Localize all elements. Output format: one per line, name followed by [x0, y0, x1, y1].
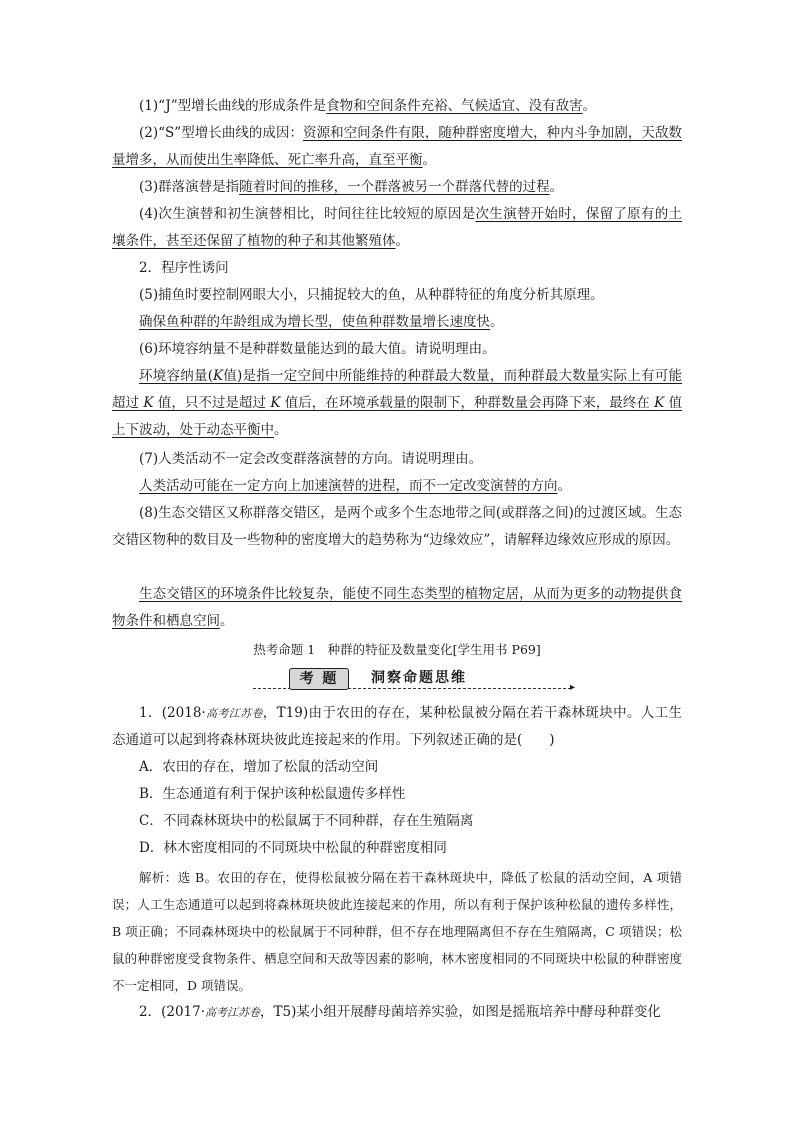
item-4-end: 。	[395, 233, 409, 249]
answer-6-part3: 值，只不过是超过	[157, 395, 266, 411]
option-d: D．林木密度相同的不同斑块中松鼠的种群密度相同	[139, 840, 447, 856]
answer-5-end: 。	[490, 314, 504, 330]
answer-6-text	[112, 368, 682, 438]
k-symbol-3: K	[270, 395, 281, 411]
section-banner	[253, 668, 575, 693]
hot-topic-title: 热考命题 1 种群的特征及数量变化[学生用书 P69]	[253, 642, 541, 657]
question-1-analysis: 解析：选 B。农田的存在，使得松鼠被分隔在若干森林斑块中，降低了松鼠的活动空间，A 项错误；人工生态通道可以起到将森林斑块彼此连接起来的作用，所以有利于保护该种松鼠的遗传多样性，B 项正确；不同森林斑块中的松鼠属于不同种群，但不存在地理隔离但不存在生殖隔离，C 项错误；松鼠的种群密度受食物条件、栖息空间和天敌等因素的影响，林木密度相同的不同斑块中松鼠的种群密度不一定相同，D 项错误。	[112, 870, 682, 993]
item-2	[112, 120, 682, 174]
item-2-end: 。	[422, 152, 436, 168]
question-7: (7)人类活动不一定会改变群落演替的方向。请说明理由。	[139, 451, 483, 467]
k-symbol-2: K	[143, 395, 154, 411]
question-1-text: ，T19)由于农田的存在，某种松鼠被分隔在若干森林斑块中。人工生态通道可以起到将森林斑块彼此连接起来的作用。下列叙述正确的是( )	[112, 705, 682, 748]
item-4-text: (4)次生演替和初生演替相比，时间往往比较短的原因是	[139, 206, 476, 222]
answer-6-part4: 值后，在环境承载量的限制下，种群数量会再降下来，最终在	[284, 395, 650, 411]
item-1-answer: 食物和空间条件充裕、气候适宜、没有敌害	[326, 98, 583, 114]
answer-6-part5: 值上下波动，处于动态平衡中	[112, 395, 683, 438]
item-3-answer: 随着时间的推移，一个群落被另一个群落代替的过程	[239, 179, 550, 195]
item-3-text: (3)群落演替是指	[139, 179, 240, 195]
question-1-stem	[112, 700, 682, 754]
answer-8-end: 。	[220, 613, 234, 629]
question-2-number: 2．(2017·	[139, 1004, 206, 1020]
item-1-text: (1)“J”型增长曲线的形成条件是	[139, 98, 327, 114]
item-3-end: 。	[549, 179, 564, 195]
item-1-end: 。	[582, 98, 597, 114]
answer-5-text: 确保鱼种群的年龄组成为增长型，使鱼种群数量增长速度快	[139, 314, 490, 330]
answer-6	[112, 363, 682, 444]
item-4-answer: 次生演替开始时，保留了原有的土壤条件，甚至还保留了植物的种子和其他繁殖体	[112, 206, 683, 249]
item-4	[112, 201, 682, 255]
item-1	[112, 93, 682, 120]
option-a: A．农田的存在，增加了松鼠的活动空间	[139, 759, 379, 775]
banner-tag: 考 题	[289, 668, 349, 690]
arrow-right-icon: ▸	[569, 682, 575, 693]
answer-5	[112, 309, 682, 336]
section-2-heading: 2．程序性诱问	[139, 260, 229, 276]
question-2-source: 高考江苏卷	[205, 1006, 261, 1019]
answer-8-text: 生态交错区的环境条件比较复杂，能使不同生态类型的植物定居，从而为更多的动物提供食物条件和栖息空间	[112, 586, 682, 629]
answer-6-part1: 环境容纳量(	[139, 368, 213, 384]
banner-subtitle: 洞察命题思维	[371, 670, 467, 686]
answer-7-text: 人类活动可能在一定方向上加速演替的进程，而不一定改变演替的方向	[139, 478, 558, 494]
question-5: (5)捕鱼时要控制网眼大小，只捕捉较大的鱼，从种群特征的角度分析其原理。	[139, 287, 604, 303]
question-6: (6)环境容纳量不是种群数量能达到的最大值。请说明理由。	[139, 341, 496, 357]
answer-7	[112, 473, 682, 500]
question-2-stem	[112, 999, 682, 1026]
option-b: B．生态通道有利于保护该种松鼠遗传多样性	[139, 786, 406, 802]
item-2-text: (2)“S”型增长曲线的成因：	[139, 125, 304, 141]
k-symbol-1: K	[212, 368, 224, 384]
question-2-text: ，T5)某小组开展酵母菌培养实验，如图是摇瓶培养中酵母种群变化	[260, 1004, 661, 1020]
question-8: (8)生态交错区又称群落交错区，是两个或多个生态地带之间(或群落之间)的过渡区域。生态交错区物种的数目及一些物种的密度增大的趋势称为“边缘效应”，请解释边缘效应形成的原因。	[112, 505, 682, 548]
question-1-source: 高考江苏卷	[205, 707, 263, 720]
option-c: C．不同森林斑块中的松鼠属于不同种群，存在生殖隔离	[139, 813, 474, 829]
question-1-number: 1．(2018·	[139, 705, 206, 721]
answer-8	[112, 581, 682, 635]
answer-6-part2: 值)是指一定空间中所能维持的种群最大数量，而种群最大数量实际上有可能超过	[112, 368, 682, 411]
item-2-answer: 资源和空间条件有限，随种群密度增大，种内斗争加剧，天敌数量增多，从而使出生率降低、死亡率升高，直至平衡	[112, 125, 682, 168]
answer-6-end: 。	[274, 422, 288, 438]
item-3	[112, 174, 682, 201]
answer-7-end: 。	[557, 478, 571, 494]
k-symbol-4: K	[654, 395, 665, 411]
